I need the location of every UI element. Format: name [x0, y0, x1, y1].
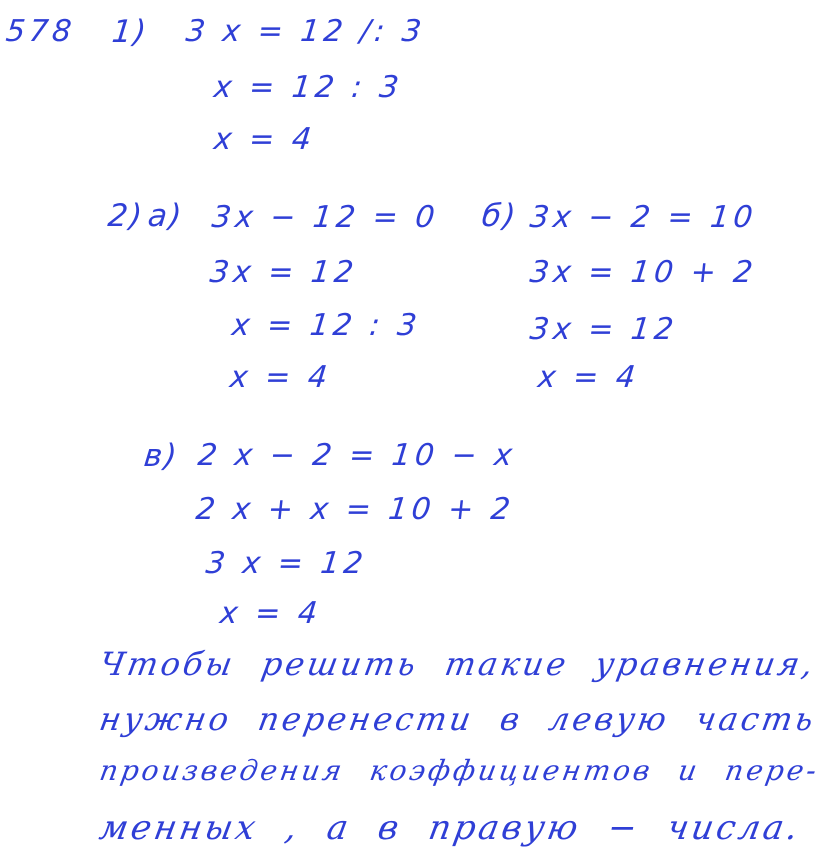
part1-line-3: x = 4	[212, 122, 317, 157]
part2b-line-3: 3x = 12	[528, 312, 680, 347]
problem-number: 578	[4, 14, 78, 49]
part2a-label: а)	[146, 198, 185, 234]
part2a-line-4: x = 4	[228, 360, 333, 395]
part2a-line-3: x = 12 : 3	[230, 308, 423, 343]
conclusion-line-3: произведения коэффициентов и пере-	[97, 754, 822, 787]
part2b-line-1: 3x − 2 = 10	[528, 200, 759, 235]
part2b-label: б)	[480, 198, 520, 234]
conclusion-line-4: менных , а в правую − числа.	[96, 808, 804, 848]
part2a-line-2: 3x = 12	[208, 255, 360, 290]
part2b-line-2: 3x = 10 + 2	[528, 255, 759, 290]
part1-line-1: 3 x = 12 /: 3	[184, 14, 427, 49]
part2v-line-1: 2 x − 2 = 10 − x	[196, 438, 518, 473]
part2-label: 2)	[106, 198, 146, 234]
part2v-line-2: 2 x + x = 10 + 2	[194, 492, 516, 527]
part1-label: 1)	[110, 14, 150, 50]
conclusion-line-1: Чтобы решить такие уравнения,	[96, 645, 819, 683]
part2b-line-4: x = 4	[536, 360, 641, 395]
part2v-line-4: x = 4	[218, 596, 323, 631]
part2a-line-1: 3x − 12 = 0	[210, 200, 441, 235]
part2v-line-3: 3 x = 12	[204, 546, 369, 581]
conclusion-line-2: нужно перенести в левую часть	[96, 700, 820, 738]
part2v-label: в)	[142, 438, 181, 474]
part1-line-2: x = 12 : 3	[212, 70, 405, 105]
